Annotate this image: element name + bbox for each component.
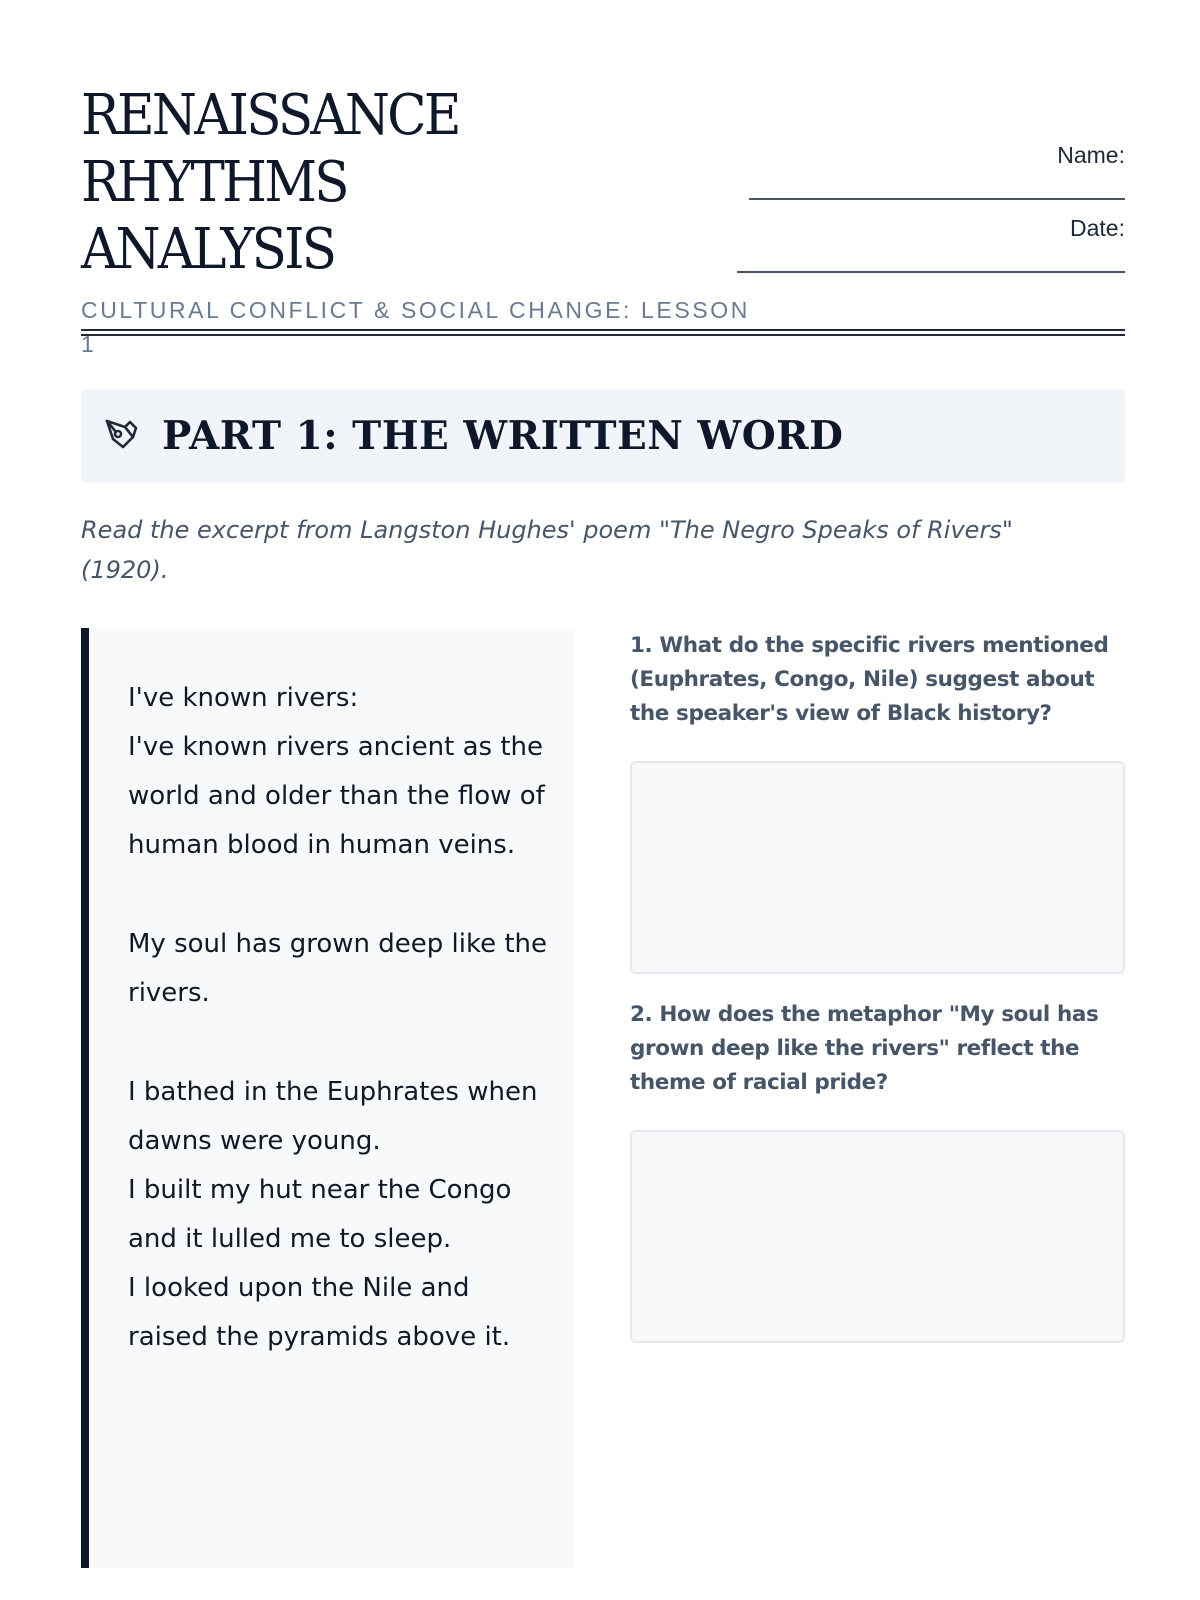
question-column <box>630 629 1125 1095</box>
poem-stanza <box>128 920 548 1018</box>
poem-stanza <box>128 674 548 870</box>
poem-text <box>128 674 548 1412</box>
question-prompt: 1. What do the specific rivers mentioned (Euphrates, Congo, Nile) suggest about the speaker's view of Black history? <box>630 633 1109 726</box>
section-title: PART 1: THE WRITTEN WORD <box>162 413 844 459</box>
question-2 <box>630 998 1125 1343</box>
poem-line: I bathed in the Euphrates when dawns were young. <box>128 1077 538 1156</box>
section-header <box>81 389 1125 483</box>
student-info-fields <box>735 142 1125 288</box>
answer-box-2[interactable] <box>630 1130 1125 1343</box>
poem-line: I've known rivers ancient as the world and older than the flow of human blood in human veins. <box>128 732 545 860</box>
question-prompt: 2. How does the metaphor "My soul has grown deep like the rivers" reflect the theme of racial pride? <box>630 1002 1099 1095</box>
poem-line: I looked upon the Nile and raised the pyramids above it. <box>128 1273 511 1352</box>
date-input-line[interactable] <box>737 271 1125 273</box>
title-line-1: RENAISSANCE RHYTHMS <box>81 83 459 215</box>
reading-instructions: Read the excerpt from Langston Hughes' poem "The Negro Speaks of Rivers" (1920). <box>81 516 1013 584</box>
poem-line: My soul has grown deep like the rivers. <box>128 929 548 1008</box>
question-1 <box>630 629 1125 974</box>
name-input-line[interactable] <box>749 198 1125 200</box>
poem-line: I've known rivers: <box>128 683 359 713</box>
poem-excerpt <box>81 628 575 1568</box>
poem-stanza <box>128 1068 548 1362</box>
lesson-subtitle: CULTURAL CONFLICT & SOCIAL CHANGE: LESSON 1 <box>81 297 750 357</box>
header-divider <box>81 329 1125 336</box>
worksheet-title <box>81 82 707 283</box>
worksheet-header <box>81 82 1125 357</box>
title-block <box>81 82 761 361</box>
name-label: Name: <box>1057 142 1125 168</box>
title-line-2: ANALYSIS <box>81 217 335 282</box>
answer-box-1[interactable] <box>630 761 1125 974</box>
date-field[interactable] <box>735 215 1125 288</box>
worksheet-page <box>81 0 1125 1600</box>
pen-nib-icon <box>101 415 141 455</box>
name-field[interactable] <box>735 142 1125 215</box>
poem-line: I built my hut near the Congo and it lulled me to sleep. <box>128 1175 512 1254</box>
date-label: Date: <box>1070 215 1125 241</box>
